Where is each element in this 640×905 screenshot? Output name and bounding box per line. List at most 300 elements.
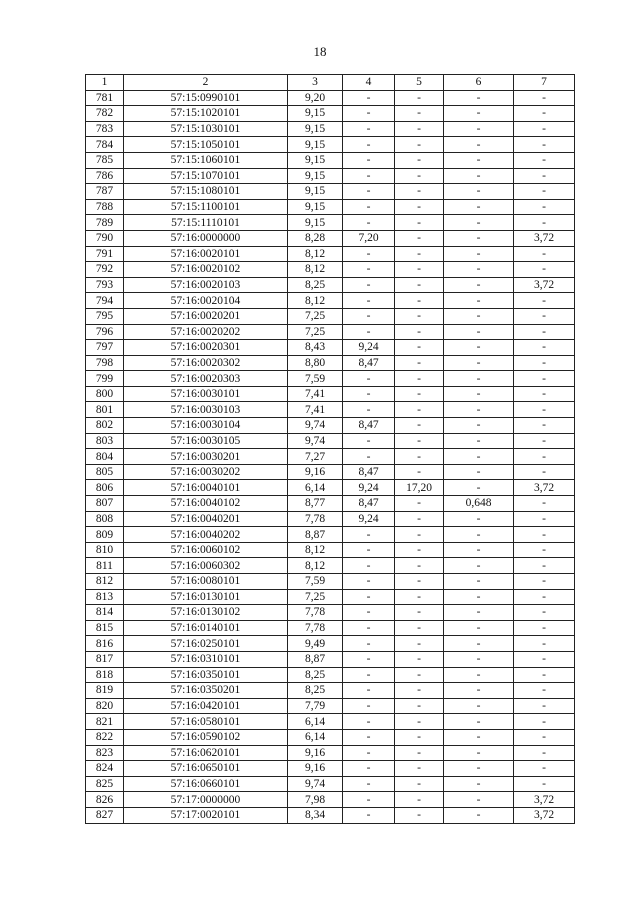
table-cell: - xyxy=(395,511,444,527)
table-cell: - xyxy=(343,90,395,106)
table-cell: - xyxy=(343,620,395,636)
table-cell: 57:16:0140101 xyxy=(124,620,288,636)
table-cell: - xyxy=(343,324,395,340)
table-cell: - xyxy=(343,558,395,574)
table-cell: - xyxy=(514,308,575,324)
table-cell: - xyxy=(395,589,444,605)
table-cell: 798 xyxy=(86,355,124,371)
table-row xyxy=(86,90,575,106)
table-cell: 57:16:0250101 xyxy=(124,636,288,652)
table-cell: - xyxy=(444,215,514,231)
table-body xyxy=(86,90,575,823)
table-cell: - xyxy=(343,433,395,449)
table-cell: 786 xyxy=(86,168,124,184)
table-cell: 57:16:0020101 xyxy=(124,246,288,262)
table-cell: - xyxy=(514,558,575,574)
table-cell: 57:16:0020302 xyxy=(124,355,288,371)
table-row xyxy=(86,511,575,527)
table-cell: - xyxy=(395,433,444,449)
table-cell: 8,80 xyxy=(288,355,343,371)
table-cell: - xyxy=(444,527,514,543)
table-cell: 7,27 xyxy=(288,449,343,465)
table-row xyxy=(86,449,575,465)
table-cell: 825 xyxy=(86,776,124,792)
table-cell: 7,59 xyxy=(288,371,343,387)
table-row xyxy=(86,464,575,480)
table-cell: 8,47 xyxy=(343,496,395,512)
table-cell: - xyxy=(514,729,575,745)
table-cell: - xyxy=(444,324,514,340)
table-cell: - xyxy=(343,714,395,730)
table-cell: - xyxy=(444,340,514,356)
table-cell: - xyxy=(395,199,444,215)
table-cell: - xyxy=(514,449,575,465)
table-row xyxy=(86,293,575,309)
table-cell: - xyxy=(514,168,575,184)
table-row xyxy=(86,496,575,512)
table-cell: - xyxy=(343,137,395,153)
table-cell: 804 xyxy=(86,449,124,465)
table-cell: - xyxy=(343,574,395,590)
table-cell: - xyxy=(444,262,514,278)
table-cell: - xyxy=(343,636,395,652)
table-cell: - xyxy=(395,620,444,636)
table-cell: 57:16:0060302 xyxy=(124,558,288,574)
table-cell: 9,24 xyxy=(343,511,395,527)
table-cell: 57:16:0130102 xyxy=(124,605,288,621)
table-cell: - xyxy=(444,542,514,558)
table-cell: 8,43 xyxy=(288,340,343,356)
table-cell: 7,25 xyxy=(288,324,343,340)
table-cell: - xyxy=(395,745,444,761)
table-cell: - xyxy=(444,449,514,465)
table-cell: - xyxy=(343,262,395,278)
table-cell: 57:15:1030101 xyxy=(124,121,288,137)
table-cell: 57:16:0030103 xyxy=(124,402,288,418)
table-cell: - xyxy=(343,293,395,309)
table-cell: 57:16:0420101 xyxy=(124,698,288,714)
table-row xyxy=(86,761,575,777)
table-cell: - xyxy=(444,371,514,387)
table-cell: - xyxy=(395,308,444,324)
table-cell: 790 xyxy=(86,230,124,246)
table-row xyxy=(86,714,575,730)
table-cell: 797 xyxy=(86,340,124,356)
table-cell: - xyxy=(395,651,444,667)
table-cell: 8,28 xyxy=(288,230,343,246)
table-cell: - xyxy=(514,402,575,418)
table-cell: 57:16:0590102 xyxy=(124,729,288,745)
table-row xyxy=(86,308,575,324)
table-cell: 824 xyxy=(86,761,124,777)
table-cell: 800 xyxy=(86,386,124,402)
table-cell: 17,20 xyxy=(395,480,444,496)
table-cell: 820 xyxy=(86,698,124,714)
table-cell: - xyxy=(395,215,444,231)
page-number: 18 xyxy=(313,44,327,59)
table-cell: 808 xyxy=(86,511,124,527)
table-cell: - xyxy=(395,776,444,792)
table-row xyxy=(86,277,575,293)
table-row xyxy=(86,418,575,434)
table-cell: - xyxy=(444,761,514,777)
table-cell: - xyxy=(514,355,575,371)
table-cell: - xyxy=(514,90,575,106)
table-cell: 3,72 xyxy=(514,230,575,246)
table-cell: - xyxy=(343,449,395,465)
table-cell: - xyxy=(395,90,444,106)
table-cell: - xyxy=(514,651,575,667)
table-cell: - xyxy=(514,496,575,512)
table-cell: 3,72 xyxy=(514,807,575,823)
table-cell: 57:16:0350201 xyxy=(124,683,288,699)
table-cell: 3,72 xyxy=(514,277,575,293)
table-cell: 57:16:0030201 xyxy=(124,449,288,465)
table-cell: - xyxy=(444,745,514,761)
table-cell: - xyxy=(343,542,395,558)
table-cell: - xyxy=(395,402,444,418)
table-cell: 7,20 xyxy=(343,230,395,246)
table-cell: 8,47 xyxy=(343,418,395,434)
table-cell: - xyxy=(395,464,444,480)
table-row xyxy=(86,262,575,278)
table-cell: 7,78 xyxy=(288,511,343,527)
table-row xyxy=(86,683,575,699)
table-cell: - xyxy=(514,215,575,231)
table-cell: 8,87 xyxy=(288,651,343,667)
table-cell: 57:15:1080101 xyxy=(124,184,288,200)
table-cell: - xyxy=(514,371,575,387)
table-cell: - xyxy=(514,199,575,215)
table-cell: - xyxy=(395,293,444,309)
table-cell: 827 xyxy=(86,807,124,823)
table-cell: 9,15 xyxy=(288,184,343,200)
table-cell: 0,648 xyxy=(444,496,514,512)
table-cell: 781 xyxy=(86,90,124,106)
table-cell: 6,14 xyxy=(288,480,343,496)
table-cell: - xyxy=(395,418,444,434)
table-cell: 9,74 xyxy=(288,418,343,434)
table-cell: - xyxy=(444,589,514,605)
table-row xyxy=(86,745,575,761)
table-cell: 57:16:0650101 xyxy=(124,761,288,777)
table-cell: 811 xyxy=(86,558,124,574)
table-cell: 7,78 xyxy=(288,620,343,636)
table-cell: 57:16:0000000 xyxy=(124,230,288,246)
table-row xyxy=(86,433,575,449)
table-cell: - xyxy=(514,636,575,652)
table-cell: 7,41 xyxy=(288,402,343,418)
table-cell: - xyxy=(514,262,575,278)
table-cell: - xyxy=(343,168,395,184)
table-row xyxy=(86,184,575,200)
table-cell: 826 xyxy=(86,792,124,808)
table-row xyxy=(86,698,575,714)
table-cell: - xyxy=(343,667,395,683)
table-cell: - xyxy=(343,152,395,168)
table-cell: - xyxy=(444,230,514,246)
table-cell: 57:15:1110101 xyxy=(124,215,288,231)
table-cell: - xyxy=(514,137,575,153)
table-cell: - xyxy=(514,121,575,137)
table-cell: - xyxy=(395,542,444,558)
table-row xyxy=(86,402,575,418)
table-cell: - xyxy=(343,698,395,714)
table-cell: 7,59 xyxy=(288,574,343,590)
table-row xyxy=(86,340,575,356)
table-row xyxy=(86,199,575,215)
table-cell: - xyxy=(514,464,575,480)
table-cell: 8,25 xyxy=(288,277,343,293)
table-cell: 9,15 xyxy=(288,199,343,215)
table-row xyxy=(86,776,575,792)
table-cell: - xyxy=(395,262,444,278)
table-cell: 8,12 xyxy=(288,262,343,278)
table-cell: 8,47 xyxy=(343,355,395,371)
table-row xyxy=(86,121,575,137)
table-cell: 57:16:0040101 xyxy=(124,480,288,496)
table-cell: - xyxy=(343,776,395,792)
table-cell: 57:16:0580101 xyxy=(124,714,288,730)
table-cell: 6,14 xyxy=(288,729,343,745)
table-cell: - xyxy=(444,386,514,402)
table-cell: 57:15:1100101 xyxy=(124,199,288,215)
table-cell: 57:16:0030202 xyxy=(124,464,288,480)
table-cell: 795 xyxy=(86,308,124,324)
table-cell: - xyxy=(343,527,395,543)
table-row xyxy=(86,355,575,371)
table-cell: - xyxy=(514,683,575,699)
table-cell: - xyxy=(395,792,444,808)
table-cell: - xyxy=(395,449,444,465)
table-cell: - xyxy=(444,121,514,137)
table-cell: - xyxy=(395,558,444,574)
table-cell: - xyxy=(444,651,514,667)
table-cell: - xyxy=(444,418,514,434)
table-cell: 8,12 xyxy=(288,558,343,574)
table-cell: 821 xyxy=(86,714,124,730)
table-cell: - xyxy=(395,496,444,512)
table-cell: 792 xyxy=(86,262,124,278)
table-row xyxy=(86,589,575,605)
table-cell: 818 xyxy=(86,667,124,683)
table-cell: 8,12 xyxy=(288,542,343,558)
table-cell: 8,25 xyxy=(288,683,343,699)
table-cell: - xyxy=(395,121,444,137)
table-cell: - xyxy=(395,729,444,745)
table-cell: - xyxy=(514,542,575,558)
column-header: 1 xyxy=(86,75,124,91)
table-cell: 3,72 xyxy=(514,480,575,496)
table-cell: 57:16:0030101 xyxy=(124,386,288,402)
table-cell: - xyxy=(444,246,514,262)
table-cell: 57:17:0000000 xyxy=(124,792,288,808)
table-cell: 6,14 xyxy=(288,714,343,730)
table-cell: - xyxy=(444,698,514,714)
table-cell: 9,74 xyxy=(288,433,343,449)
table-cell: 57:15:1020101 xyxy=(124,106,288,122)
table-cell: 7,41 xyxy=(288,386,343,402)
table-row xyxy=(86,371,575,387)
table-cell: - xyxy=(395,574,444,590)
table-cell: 7,78 xyxy=(288,605,343,621)
table-cell: 7,25 xyxy=(288,308,343,324)
table-cell: 8,77 xyxy=(288,496,343,512)
table-cell: 793 xyxy=(86,277,124,293)
table-cell: 57:15:1070101 xyxy=(124,168,288,184)
table-cell: 7,25 xyxy=(288,589,343,605)
table-cell: 814 xyxy=(86,605,124,621)
table-cell: - xyxy=(395,137,444,153)
table-cell: 9,15 xyxy=(288,215,343,231)
table-row xyxy=(86,636,575,652)
table-cell: - xyxy=(395,277,444,293)
table-cell: 9,16 xyxy=(288,761,343,777)
table-row xyxy=(86,215,575,231)
table-cell: 796 xyxy=(86,324,124,340)
table-cell: 9,74 xyxy=(288,776,343,792)
table-cell: 9,15 xyxy=(288,137,343,153)
table-cell: - xyxy=(444,106,514,122)
table-row xyxy=(86,792,575,808)
header-row xyxy=(86,75,575,91)
table-cell: 57:16:0310101 xyxy=(124,651,288,667)
table-cell: 57:16:0030104 xyxy=(124,418,288,434)
table-cell: - xyxy=(395,683,444,699)
table-cell: - xyxy=(343,729,395,745)
table-cell: - xyxy=(395,152,444,168)
table-cell: 57:16:0040102 xyxy=(124,496,288,512)
table-cell: - xyxy=(343,121,395,137)
table-row xyxy=(86,651,575,667)
table-cell: - xyxy=(514,589,575,605)
table-cell: - xyxy=(343,277,395,293)
table-cell: - xyxy=(343,761,395,777)
table-row xyxy=(86,574,575,590)
table-cell: - xyxy=(444,90,514,106)
table-cell: - xyxy=(395,714,444,730)
table-cell: - xyxy=(514,433,575,449)
table-cell: - xyxy=(514,574,575,590)
table-cell: - xyxy=(444,714,514,730)
table-cell: 8,12 xyxy=(288,246,343,262)
column-header: 6 xyxy=(444,75,514,91)
table-cell: 57:16:0040202 xyxy=(124,527,288,543)
table-cell: - xyxy=(444,511,514,527)
table-cell: - xyxy=(444,605,514,621)
table-cell: - xyxy=(444,636,514,652)
table-cell: - xyxy=(343,308,395,324)
table-cell: 57:15:0990101 xyxy=(124,90,288,106)
table-cell: 57:16:0350101 xyxy=(124,667,288,683)
table-cell: - xyxy=(444,152,514,168)
table-cell: 9,15 xyxy=(288,121,343,137)
table-cell: - xyxy=(444,792,514,808)
table-cell: - xyxy=(514,293,575,309)
table-cell: 806 xyxy=(86,480,124,496)
table-cell: - xyxy=(343,807,395,823)
table-cell: - xyxy=(444,277,514,293)
table-cell: - xyxy=(444,184,514,200)
table-row xyxy=(86,324,575,340)
table-cell: 57:16:0020201 xyxy=(124,308,288,324)
table-cell: 789 xyxy=(86,215,124,231)
table-cell: 57:16:0020303 xyxy=(124,371,288,387)
table-cell: 57:16:0020103 xyxy=(124,277,288,293)
table-cell: - xyxy=(343,745,395,761)
table-row xyxy=(86,605,575,621)
table-cell: - xyxy=(395,184,444,200)
table-cell: - xyxy=(395,667,444,683)
table-cell: - xyxy=(343,386,395,402)
table-cell: - xyxy=(444,308,514,324)
table-cell: - xyxy=(343,106,395,122)
table-cell: - xyxy=(395,636,444,652)
table-cell: - xyxy=(395,605,444,621)
table-cell: - xyxy=(343,215,395,231)
table-cell: - xyxy=(514,620,575,636)
table-row xyxy=(86,480,575,496)
table-cell: 791 xyxy=(86,246,124,262)
table-cell: - xyxy=(395,386,444,402)
table-cell: - xyxy=(444,776,514,792)
table-cell: - xyxy=(444,168,514,184)
table-cell: 813 xyxy=(86,589,124,605)
column-header: 5 xyxy=(395,75,444,91)
table-cell: - xyxy=(343,683,395,699)
table-cell: 787 xyxy=(86,184,124,200)
table-row xyxy=(86,152,575,168)
table-cell: - xyxy=(343,589,395,605)
table-cell: 57:16:0620101 xyxy=(124,745,288,761)
table-cell: - xyxy=(514,698,575,714)
table-row xyxy=(86,230,575,246)
table-cell: - xyxy=(395,371,444,387)
table-cell: - xyxy=(514,511,575,527)
table-row xyxy=(86,246,575,262)
table-cell: 810 xyxy=(86,542,124,558)
table-cell: 803 xyxy=(86,433,124,449)
table-cell: 7,98 xyxy=(288,792,343,808)
column-header: 4 xyxy=(343,75,395,91)
table-cell: - xyxy=(444,293,514,309)
table-cell: 9,16 xyxy=(288,464,343,480)
table-cell: - xyxy=(395,106,444,122)
table-cell: - xyxy=(343,246,395,262)
table-cell: 816 xyxy=(86,636,124,652)
table-cell: 8,87 xyxy=(288,527,343,543)
table-cell: - xyxy=(395,246,444,262)
table-cell: 817 xyxy=(86,651,124,667)
table-row xyxy=(86,807,575,823)
table-cell: 794 xyxy=(86,293,124,309)
table-cell: 57:15:1050101 xyxy=(124,137,288,153)
table-cell: 9,15 xyxy=(288,168,343,184)
table-cell: - xyxy=(444,199,514,215)
table-row xyxy=(86,558,575,574)
table-cell: - xyxy=(514,667,575,683)
column-header: 2 xyxy=(124,75,288,91)
table-cell: 57:16:0080101 xyxy=(124,574,288,590)
table-cell: - xyxy=(395,168,444,184)
table-row xyxy=(86,527,575,543)
table-cell: - xyxy=(514,714,575,730)
table-cell: - xyxy=(444,574,514,590)
table-cell: 809 xyxy=(86,527,124,543)
table-cell: - xyxy=(514,386,575,402)
table-cell: 784 xyxy=(86,137,124,153)
table-cell: - xyxy=(444,355,514,371)
